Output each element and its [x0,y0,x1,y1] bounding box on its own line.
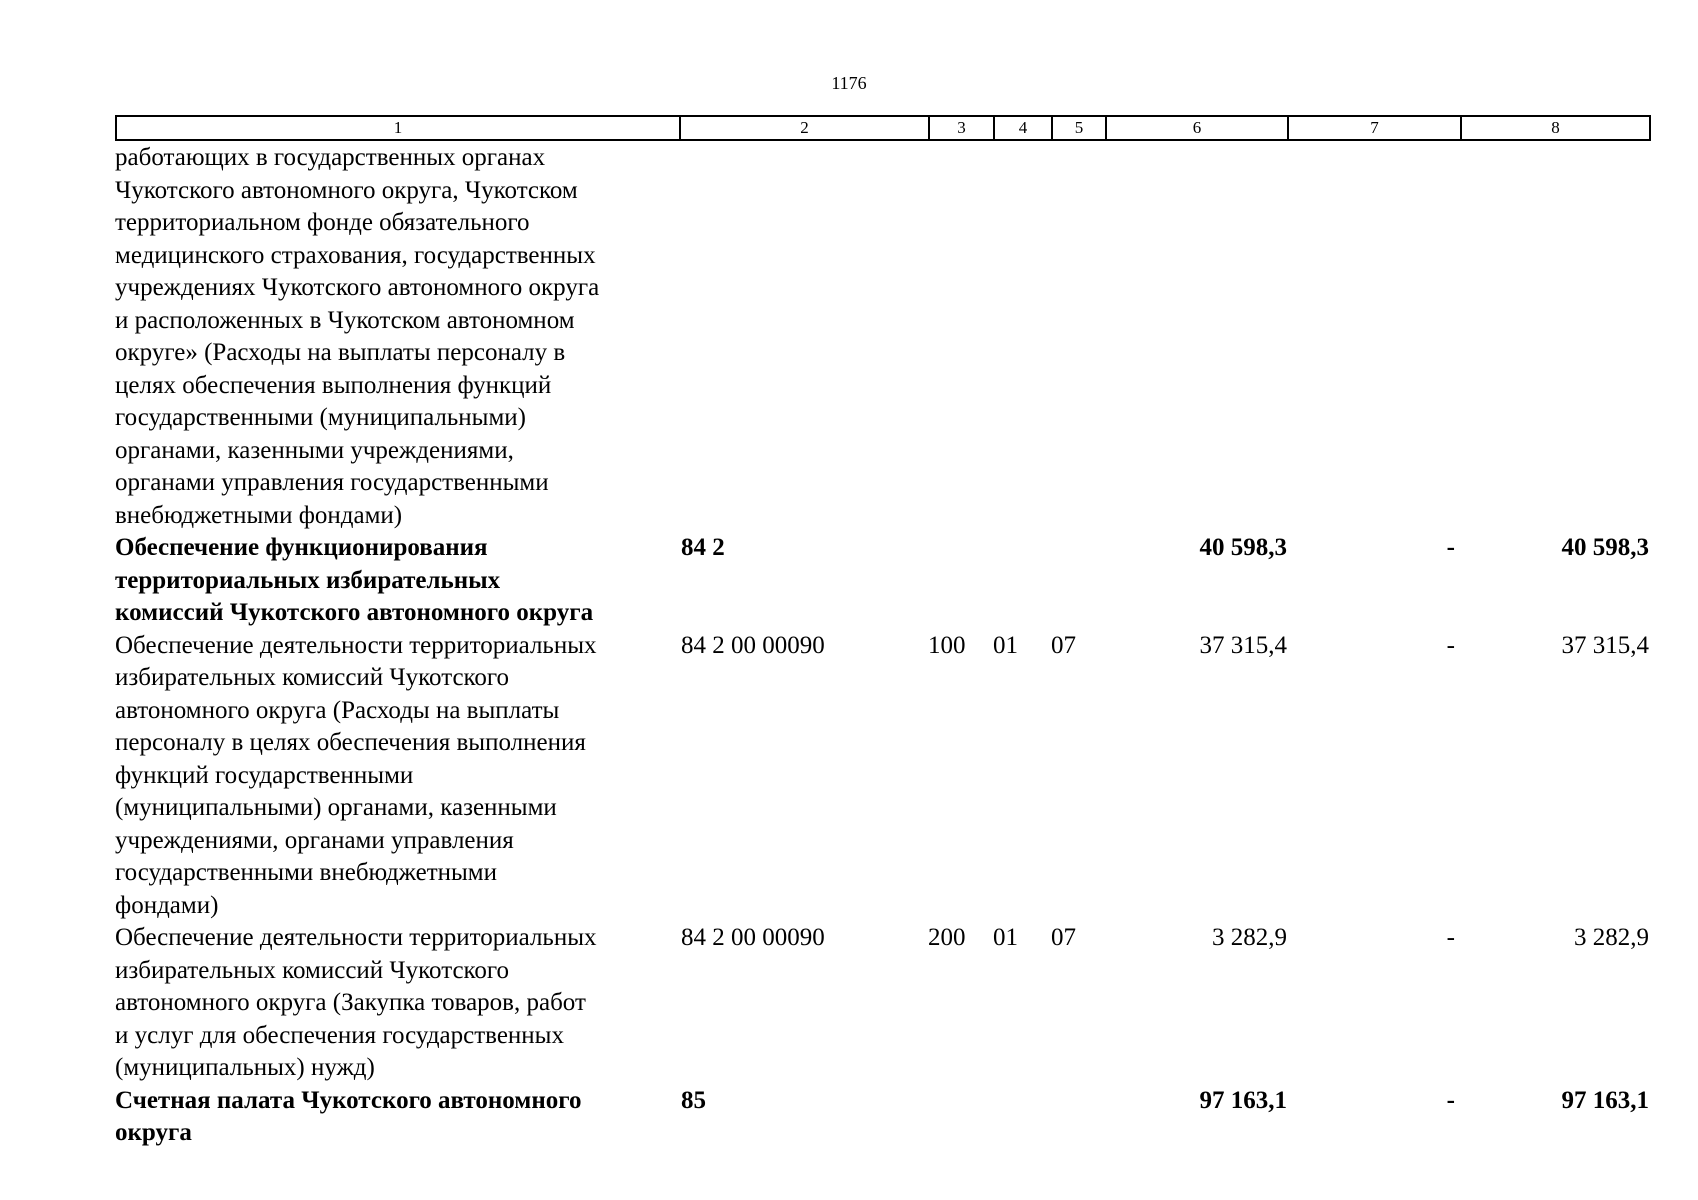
change-cell: - [1446,924,1455,951]
code-cell: 85 [681,1086,706,1114]
section-cell [993,142,1051,532]
subsection-cell [1051,532,1105,630]
subsection-cell [1051,142,1105,532]
item-name-cell [115,922,679,1085]
item-name-line: территориальных избирательных [115,566,501,594]
header-col-5: 5 [1052,116,1106,140]
change-cell [1287,142,1460,532]
amount-cell: 40 598,3 [1199,534,1287,561]
code-cell: 84 2 00 00090 [681,631,825,659]
item-name-line: персоналу в целях обеспечения выполнения [115,729,586,756]
item-name-cell [115,630,679,923]
table-row [115,922,1649,1085]
item-name-line: и расположенных в Чукотском автономном [115,306,575,334]
item-name-line: комиссий Чукотского автономного округа [115,599,594,626]
code-cell [679,142,928,532]
item-name-line: учреждениях Чукотского автономного округа [115,274,600,301]
header-col-3: 3 [929,116,994,140]
table-row [115,1085,1649,1150]
header-row [116,116,1650,140]
item-name-line: Обеспечение функционирования [115,534,488,561]
item-name-cell [115,532,679,630]
code-cell: 84 2 00 00090 [681,924,825,951]
change-cell: - [1446,631,1455,659]
item-name-line: Чукотского автономного округа, Чукотском [115,176,578,204]
table-row [115,532,1649,630]
item-name-line: функций государственными [115,761,414,789]
item-name-cell [115,1085,679,1150]
amount-cell: 3 282,9 [1212,924,1287,951]
item-name-line: Счетная палата Чукотского автономного [115,1086,582,1114]
total-cell [1460,142,1649,532]
item-name-line: органами управления государственными [115,469,549,496]
expense-type-cell [928,142,993,532]
header-col-4: 4 [994,116,1052,140]
header-col-6: 6 [1106,116,1288,140]
amount-cell [1105,142,1287,532]
column-number-header [115,115,1651,141]
expense-type-cell [928,532,993,630]
item-name-line: автономного округа (Расходы на выплаты [115,696,560,724]
item-name-line: избирательных комиссий Чукотского [115,956,510,984]
item-name-cell [115,142,679,532]
subsection-cell: 07 [1051,631,1076,659]
budget-table [115,142,1649,1150]
header-col-1: 1 [116,116,680,140]
item-name-line: внебюджетными фондами) [115,501,403,529]
item-name-line: округа [115,1119,192,1146]
item-name-line: учреждениями, органами управления [115,826,514,854]
expense-type-cell [928,1085,993,1150]
page-number: 1176 [831,73,867,93]
code-cell: 84 2 [681,534,725,561]
item-name-line: (муниципальными) органами, казенными [115,794,557,821]
header-col-8: 8 [1461,116,1650,140]
item-name-line: медицинского страхования, государственных [115,241,596,269]
total-cell: 3 282,9 [1574,924,1649,951]
item-name-line: автономного округа (Закупка товаров, работ [115,989,586,1016]
total-cell: 97 163,1 [1561,1086,1649,1114]
section-cell [993,532,1051,630]
change-cell: - [1446,1086,1455,1114]
item-name-line: Обеспечение деятельности территориальных [115,924,597,951]
table-row [115,142,1649,532]
item-name-line: государственными внебюджетными [115,859,498,886]
header-col-7: 7 [1288,116,1461,140]
item-name-line: избирательных комиссий Чукотского [115,664,510,691]
section-cell: 01 [993,924,1018,951]
change-cell: - [1446,534,1455,561]
item-name-line: территориальном фонде обязательного [115,209,530,236]
item-name-line: органами, казенными учреждениями, [115,436,514,464]
subsection-cell: 07 [1051,924,1076,951]
item-name-line: целях обеспечения выполнения функций [115,371,552,399]
item-name-line: работающих в государственных органах [115,144,546,171]
item-name-line: и услуг для обеспечения государственных [115,1021,564,1049]
amount-cell: 37 315,4 [1199,631,1287,659]
expense-type-cell: 200 [928,924,966,951]
item-name-line: государственными (муниципальными) [115,404,526,431]
item-name-line: (муниципальных) нужд) [115,1054,375,1081]
amount-cell: 97 163,1 [1199,1086,1287,1114]
section-cell: 01 [993,631,1018,659]
item-name-line: округе» (Расходы на выплаты персоналу в [115,339,566,366]
item-name-line: Обеспечение деятельности территориальных [115,631,597,659]
subsection-cell [1051,1085,1105,1150]
table-row [115,630,1649,923]
total-cell: 37 315,4 [1561,631,1649,659]
total-cell: 40 598,3 [1561,534,1649,561]
header-col-2: 2 [680,116,929,140]
section-cell [993,1085,1051,1150]
expense-type-cell: 100 [928,631,966,659]
item-name-line: фондами) [115,891,219,919]
